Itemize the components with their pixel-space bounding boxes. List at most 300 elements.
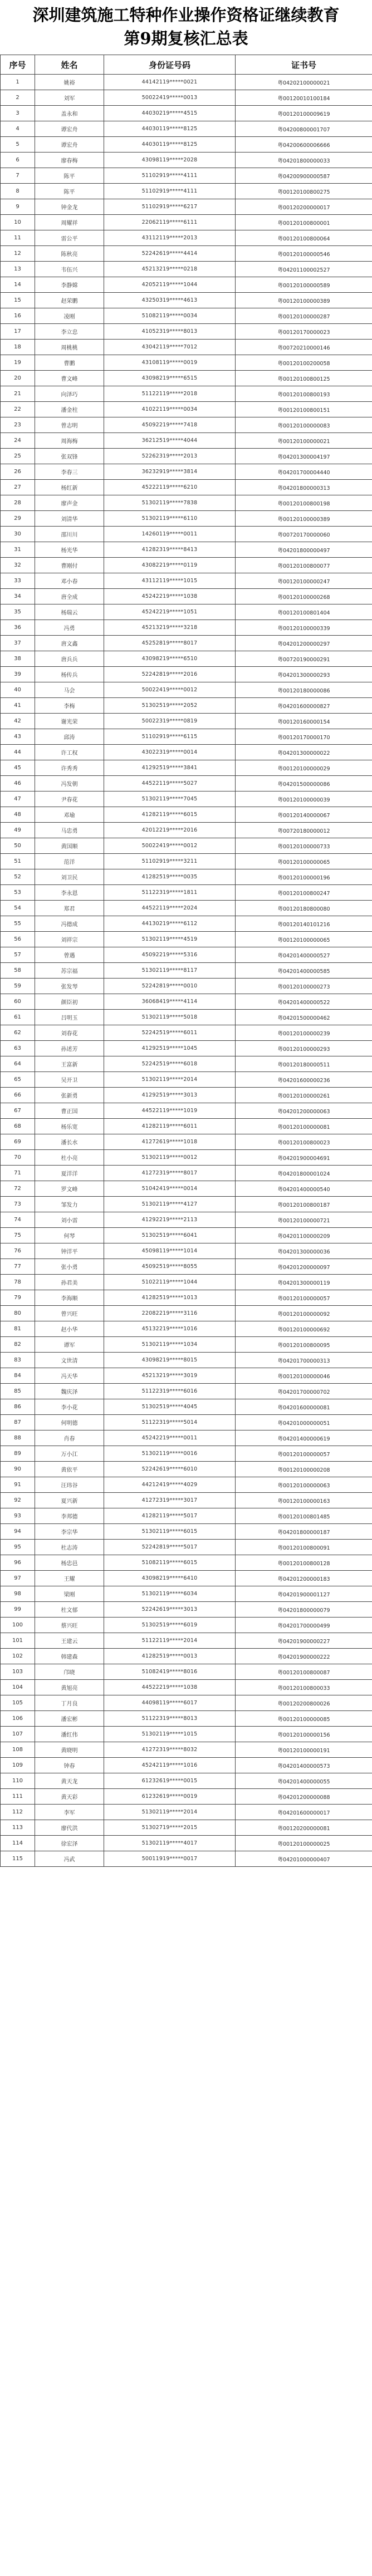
table-row (1, 1664, 372, 1680)
row-name: 曹刚付 (35, 558, 104, 573)
row-certificate-number: 粤00120170000170 (236, 729, 372, 745)
row-name: 钟洋平 (35, 1243, 104, 1259)
row-seq: 66 (1, 1088, 35, 1103)
row-seq: 81 (1, 1321, 35, 1337)
row-seq: 35 (1, 604, 35, 620)
row-certificate-number: 粤04201400000585 (236, 963, 372, 979)
row-id-number: 51302519*****6019 (104, 1618, 236, 1633)
row-name: 盖永和 (35, 106, 104, 121)
row-id-number: 41272319*****8017 (104, 1166, 236, 1181)
table-row (1, 542, 372, 558)
row-id-number: 41282119*****5017 (104, 1508, 236, 1524)
row-certificate-number: 粤00120100000025 (236, 1836, 372, 1851)
row-seq: 91 (1, 1477, 35, 1493)
row-id-number: 41282519*****0035 (104, 869, 236, 885)
row-certificate-number: 粤00120100000191 (236, 1742, 372, 1758)
row-id-number: 43098219*****8015 (104, 1353, 236, 1368)
row-seq: 7 (1, 168, 35, 184)
table-row (1, 558, 372, 573)
table-row (1, 620, 372, 636)
row-name: 周耀祥 (35, 215, 104, 230)
title-line-2: 第9期复核汇总表 (124, 29, 248, 48)
row-seq: 90 (1, 1462, 35, 1477)
row-seq: 4 (1, 121, 35, 137)
row-id-number: 44522119*****2024 (104, 901, 236, 916)
row-name: 谭军 (35, 1337, 104, 1353)
table-row (1, 480, 372, 495)
row-seq: 102 (1, 1649, 35, 1664)
row-id-number: 51302119*****2014 (104, 1805, 236, 1820)
row-id-number: 51302119*****7838 (104, 495, 236, 511)
row-id-number: 36068419*****4114 (104, 994, 236, 1010)
row-id-number: 51122319*****6016 (104, 1384, 236, 1399)
table-row (1, 1633, 372, 1649)
row-seq: 103 (1, 1664, 35, 1680)
row-id-number: 41022119*****0034 (104, 402, 236, 417)
row-id-number: 45222119*****6210 (104, 480, 236, 495)
row-seq: 87 (1, 1415, 35, 1430)
row-id-number: 51122119*****2014 (104, 1633, 236, 1649)
row-certificate-number: 粤00120100000092 (236, 1306, 372, 1321)
row-certificate-number: 粤04202100000021 (236, 75, 372, 90)
row-certificate-number: 粤00120100800095 (236, 1337, 372, 1353)
row-id-number: 52262319*****2013 (104, 449, 236, 464)
row-id-number: 52242819*****2016 (104, 667, 236, 682)
table-row (1, 1072, 372, 1088)
row-name: 潘红伟 (35, 1727, 104, 1742)
row-certificate-number: 粤04201800000079 (236, 1602, 372, 1618)
row-id-number: 61232619*****0019 (104, 1789, 236, 1805)
row-id-number: 51102919*****6115 (104, 729, 236, 745)
row-name: 曾兴旺 (35, 1306, 104, 1321)
row-seq: 31 (1, 542, 35, 558)
row-name: 李春三 (35, 464, 104, 480)
row-seq: 16 (1, 308, 35, 324)
row-seq: 30 (1, 527, 35, 542)
row-certificate-number: 粤00120100000733 (236, 838, 372, 854)
row-id-number: 51302519*****6041 (104, 1228, 236, 1243)
row-certificate-number: 粤00120100000239 (236, 1025, 372, 1041)
table-row (1, 1041, 372, 1056)
row-id-number: 41292519*****1045 (104, 1041, 236, 1056)
row-certificate-number: 粤00120100800087 (236, 1664, 372, 1680)
row-id-number: 50022319*****0819 (104, 714, 236, 729)
row-certificate-number: 粤04201400000055 (236, 1773, 372, 1789)
row-seq: 53 (1, 885, 35, 901)
row-id-number: 51302119*****4127 (104, 1197, 236, 1212)
row-id-number: 51302119*****4017 (104, 1836, 236, 1851)
row-seq: 40 (1, 682, 35, 698)
table-row (1, 1711, 372, 1727)
row-name: 郑君 (35, 901, 104, 916)
table-row (1, 807, 372, 823)
row-seq: 96 (1, 1555, 35, 1571)
row-seq: 62 (1, 1025, 35, 1041)
row-seq: 64 (1, 1056, 35, 1072)
row-certificate-number: 粤00120200800026 (236, 1695, 372, 1711)
table-row (1, 1337, 372, 1353)
row-certificate-number: 粤00120100000021 (236, 433, 372, 449)
row-name: 李邦德 (35, 1508, 104, 1524)
row-seq: 111 (1, 1789, 35, 1805)
row-id-number: 51302119*****7045 (104, 792, 236, 807)
table-row (1, 386, 372, 402)
table-row (1, 262, 372, 277)
row-name: 黄旭亮 (35, 1680, 104, 1695)
row-seq: 97 (1, 1571, 35, 1586)
row-id-number: 51302119*****1015 (104, 1727, 236, 1742)
row-seq: 23 (1, 417, 35, 433)
table-row (1, 106, 372, 121)
row-certificate-number: 粤00120180000511 (236, 1056, 372, 1072)
table-row (1, 1056, 372, 1072)
table-row (1, 230, 372, 246)
table-row (1, 1119, 372, 1134)
row-name: 谭宏舟 (35, 121, 104, 137)
row-seq: 3 (1, 106, 35, 121)
row-name: 杜志涛 (35, 1540, 104, 1555)
table-row (1, 1695, 372, 1711)
row-name: 潘宏彬 (35, 1711, 104, 1727)
table-row (1, 293, 372, 308)
row-name: 黄晓明 (35, 1742, 104, 1758)
row-certificate-number: 粤04200600006666 (236, 137, 372, 153)
table-row (1, 823, 372, 838)
table-row (1, 1524, 372, 1540)
row-id-number: 52242619*****6010 (104, 1462, 236, 1477)
table-row (1, 121, 372, 137)
row-name: 杨乐宽 (35, 1119, 104, 1134)
row-name: 曹正国 (35, 1103, 104, 1119)
row-certificate-number: 粤04201200000183 (236, 1571, 372, 1586)
row-seq: 46 (1, 776, 35, 792)
row-seq: 59 (1, 979, 35, 994)
header-certificate-number: 证书号 (236, 55, 372, 75)
row-name: 马会 (35, 682, 104, 698)
row-name: 杨传兵 (35, 667, 104, 682)
row-seq: 105 (1, 1695, 35, 1711)
row-certificate-number: 粤04201900000222 (236, 1649, 372, 1664)
row-name: 李小花 (35, 1399, 104, 1415)
row-id-number: 52242519*****6011 (104, 1025, 236, 1041)
row-seq: 89 (1, 1446, 35, 1462)
page-title (0, 0, 372, 55)
row-id-number: 44130219*****6112 (104, 916, 236, 932)
table-row (1, 1430, 372, 1446)
row-id-number: 45252819*****8017 (104, 636, 236, 651)
row-seq: 50 (1, 838, 35, 854)
row-id-number: 44522119*****5027 (104, 776, 236, 792)
row-name: 陈秋亮 (35, 246, 104, 262)
row-certificate-number: 粤00120100009619 (236, 106, 372, 121)
row-id-number: 42052119*****1044 (104, 277, 236, 293)
row-seq: 79 (1, 1290, 35, 1306)
row-name: 范洋 (35, 854, 104, 869)
row-certificate-number: 粤04201800000313 (236, 480, 372, 495)
row-certificate-number: 粤00120100000389 (236, 511, 372, 527)
row-id-number: 51302119*****6034 (104, 1586, 236, 1602)
row-id-number: 41282119*****6015 (104, 807, 236, 823)
table-row (1, 1462, 372, 1477)
row-seq: 27 (1, 480, 35, 495)
row-certificate-number: 粤00120200000017 (236, 199, 372, 215)
row-name: 邓瑜 (35, 807, 104, 823)
row-seq: 11 (1, 230, 35, 246)
row-name: 杨忠邑 (35, 1555, 104, 1571)
row-id-number: 41272319*****3017 (104, 1493, 236, 1508)
table-row (1, 1212, 372, 1228)
row-id-number: 51302119*****0012 (104, 1150, 236, 1166)
row-seq: 45 (1, 760, 35, 776)
row-certificate-number: 粤00120100000046 (236, 1368, 372, 1384)
header-name: 姓名 (35, 55, 104, 75)
row-id-number: 50022419*****0012 (104, 838, 236, 854)
row-id-number: 36232919*****3814 (104, 464, 236, 480)
row-id-number: 51302119*****1034 (104, 1337, 236, 1353)
row-certificate-number: 粤00120170000023 (236, 324, 372, 340)
table-row (1, 1134, 372, 1150)
row-name: 冯天华 (35, 1368, 104, 1384)
table-row (1, 184, 372, 199)
row-certificate-number: 粤00120100000247 (236, 573, 372, 589)
row-name: 文世清 (35, 1353, 104, 1368)
row-seq: 18 (1, 340, 35, 355)
table-row (1, 1555, 372, 1571)
row-certificate-number: 粤04201300000293 (236, 667, 372, 682)
table-row (1, 1649, 372, 1664)
row-id-number: 44522119*****1019 (104, 1103, 236, 1119)
row-id-number: 45213219*****3218 (104, 620, 236, 636)
row-name: 陈平 (35, 168, 104, 184)
table-row (1, 963, 372, 979)
row-seq: 115 (1, 1851, 35, 1867)
table-row (1, 1727, 372, 1742)
row-id-number: 43112119*****1015 (104, 573, 236, 589)
table-row (1, 698, 372, 714)
row-certificate-number: 粤00120100000208 (236, 1462, 372, 1477)
table-row (1, 1789, 372, 1805)
row-name: 许工权 (35, 745, 104, 760)
row-name: 廖代洪 (35, 1820, 104, 1836)
row-name: 陈平 (35, 184, 104, 199)
row-certificate-number: 粤00120100000057 (236, 1290, 372, 1306)
table-row (1, 667, 372, 682)
row-id-number: 51102919*****4111 (104, 184, 236, 199)
row-seq: 71 (1, 1166, 35, 1181)
table-row (1, 682, 372, 698)
table-row (1, 1368, 372, 1384)
row-name: 李宗华 (35, 1524, 104, 1540)
table-row (1, 308, 372, 324)
row-certificate-number: 粤00120100000039 (236, 792, 372, 807)
row-seq: 15 (1, 293, 35, 308)
row-id-number: 50011919*****0017 (104, 1851, 236, 1867)
row-seq: 72 (1, 1181, 35, 1197)
row-seq: 58 (1, 963, 35, 979)
row-id-number: 51082119*****6015 (104, 1555, 236, 1571)
row-seq: 6 (1, 153, 35, 168)
row-seq: 99 (1, 1602, 35, 1618)
row-name: 王建云 (35, 1633, 104, 1649)
row-seq: 39 (1, 667, 35, 682)
header-seq: 序号 (1, 55, 35, 75)
table-row (1, 464, 372, 480)
row-certificate-number: 粤04201800000033 (236, 153, 372, 168)
row-certificate-number: 粤00120100000389 (236, 293, 372, 308)
row-seq: 41 (1, 698, 35, 714)
row-id-number: 41292519*****3841 (104, 760, 236, 776)
row-seq: 94 (1, 1524, 35, 1540)
table-row (1, 1103, 372, 1119)
row-name: 刘军 (35, 90, 104, 106)
row-name: 夏兴新 (35, 1493, 104, 1508)
row-id-number: 43022319*****0014 (104, 745, 236, 760)
row-name: 魏庆泽 (35, 1384, 104, 1399)
row-name: 刘祥宗 (35, 932, 104, 947)
row-seq: 10 (1, 215, 35, 230)
row-certificate-number: 粤00120180000086 (236, 682, 372, 698)
row-name: 唐文鑫 (35, 636, 104, 651)
table-row (1, 947, 372, 963)
row-seq: 76 (1, 1243, 35, 1259)
row-certificate-number: 粤04201700004440 (236, 464, 372, 480)
row-certificate-number: 粤00120100000196 (236, 869, 372, 885)
row-name: 周桃桃 (35, 340, 104, 355)
row-seq: 110 (1, 1773, 35, 1789)
row-seq: 88 (1, 1430, 35, 1446)
table-row (1, 1805, 372, 1820)
row-id-number: 50022419*****0013 (104, 90, 236, 106)
row-id-number: 44098119*****6017 (104, 1695, 236, 1711)
row-seq: 28 (1, 495, 35, 511)
row-seq: 33 (1, 573, 35, 589)
table-row (1, 1851, 372, 1867)
row-id-number: 43098219*****6510 (104, 651, 236, 667)
row-seq: 5 (1, 137, 35, 153)
row-seq: 42 (1, 714, 35, 729)
row-name: 李梅 (35, 698, 104, 714)
row-certificate-number: 粤00120100000163 (236, 1493, 372, 1508)
row-id-number: 51302119*****6110 (104, 511, 236, 527)
table-row (1, 869, 372, 885)
row-seq: 68 (1, 1119, 35, 1134)
row-certificate-number: 粤04201200000088 (236, 1789, 372, 1805)
row-name: 曾遇 (35, 947, 104, 963)
row-id-number: 45242119*****1016 (104, 1758, 236, 1773)
row-seq: 93 (1, 1508, 35, 1524)
table-row (1, 1259, 372, 1275)
row-certificate-number: 粤04201400000527 (236, 947, 372, 963)
row-certificate-number: 粤04201600000017 (236, 1805, 372, 1820)
row-certificate-number: 粤00120100000273 (236, 979, 372, 994)
row-name: 张新勇 (35, 1088, 104, 1103)
row-name: 曾志明 (35, 417, 104, 433)
row-name: 刘清华 (35, 511, 104, 527)
row-id-number: 41272319*****8032 (104, 1742, 236, 1758)
table-row (1, 1571, 372, 1586)
row-certificate-number: 粤04201400000573 (236, 1758, 372, 1773)
row-seq: 13 (1, 262, 35, 277)
table-row (1, 495, 372, 511)
row-name: 曹鹏 (35, 355, 104, 371)
row-id-number: 45092219*****7418 (104, 417, 236, 433)
row-seq: 34 (1, 589, 35, 604)
table-row (1, 1025, 372, 1041)
row-name: 曹文峰 (35, 371, 104, 386)
row-id-number: 45213219*****0218 (104, 262, 236, 277)
row-certificate-number: 粤00120100800091 (236, 1540, 372, 1555)
table-row (1, 854, 372, 869)
row-certificate-number: 粤00120100000546 (236, 246, 372, 262)
row-name: 刘卫民 (35, 869, 104, 885)
row-seq: 21 (1, 386, 35, 402)
row-id-number: 44030219*****4515 (104, 106, 236, 121)
row-name: 韩建森 (35, 1649, 104, 1664)
row-certificate-number: 粤04201900004691 (236, 1150, 372, 1166)
row-certificate-number: 粤00120100800193 (236, 386, 372, 402)
table-row (1, 776, 372, 792)
row-seq: 12 (1, 246, 35, 262)
table-row (1, 1399, 372, 1415)
row-certificate-number: 粤04201300004197 (236, 449, 372, 464)
table-row (1, 885, 372, 901)
row-id-number: 43250319*****4613 (104, 293, 236, 308)
table-row (1, 215, 372, 230)
row-name: 杨瑞云 (35, 604, 104, 620)
certificate-table (0, 55, 372, 1867)
title-line-1: 深圳建筑施工特种作业操作资格证继续教育 (32, 6, 340, 24)
row-certificate-number: 粤04200900000587 (236, 168, 372, 184)
row-seq: 65 (1, 1072, 35, 1088)
table-row (1, 979, 372, 994)
row-certificate-number: 粤00120140101216 (236, 916, 372, 932)
table-header-row (1, 55, 372, 75)
row-certificate-number: 粤04201400000619 (236, 1430, 372, 1446)
table-row (1, 1602, 372, 1618)
row-name: 潘金柱 (35, 402, 104, 417)
row-certificate-number: 粤04201900001127 (236, 1586, 372, 1602)
table-row (1, 75, 372, 90)
row-seq: 29 (1, 511, 35, 527)
row-certificate-number: 粤00120100800247 (236, 885, 372, 901)
table-row (1, 527, 372, 542)
row-seq: 38 (1, 651, 35, 667)
row-seq: 36 (1, 620, 35, 636)
row-seq: 52 (1, 869, 35, 885)
row-seq: 106 (1, 1711, 35, 1727)
row-name: 丁月良 (35, 1695, 104, 1711)
row-certificate-number: 粤00120010100184 (236, 90, 372, 106)
row-certificate-number: 粤00120100000065 (236, 854, 372, 869)
row-certificate-number: 粤00120100000261 (236, 1088, 372, 1103)
row-seq: 17 (1, 324, 35, 340)
header-id-number: 身份证号码 (104, 55, 236, 75)
row-id-number: 52242519*****6018 (104, 1056, 236, 1072)
row-name: 尹春花 (35, 792, 104, 807)
row-certificate-number: 粤04201300000036 (236, 1243, 372, 1259)
row-id-number: 51302119*****0016 (104, 1446, 236, 1462)
table-row (1, 277, 372, 293)
row-seq: 80 (1, 1306, 35, 1321)
row-seq: 44 (1, 745, 35, 760)
row-certificate-number: 粤04201300000022 (236, 745, 372, 760)
row-seq: 69 (1, 1134, 35, 1150)
row-certificate-number: 粤00120100000287 (236, 308, 372, 324)
row-seq: 1 (1, 75, 35, 90)
table-row (1, 449, 372, 464)
row-name: 杜小亮 (35, 1150, 104, 1166)
row-name: 黄依平 (35, 1462, 104, 1477)
